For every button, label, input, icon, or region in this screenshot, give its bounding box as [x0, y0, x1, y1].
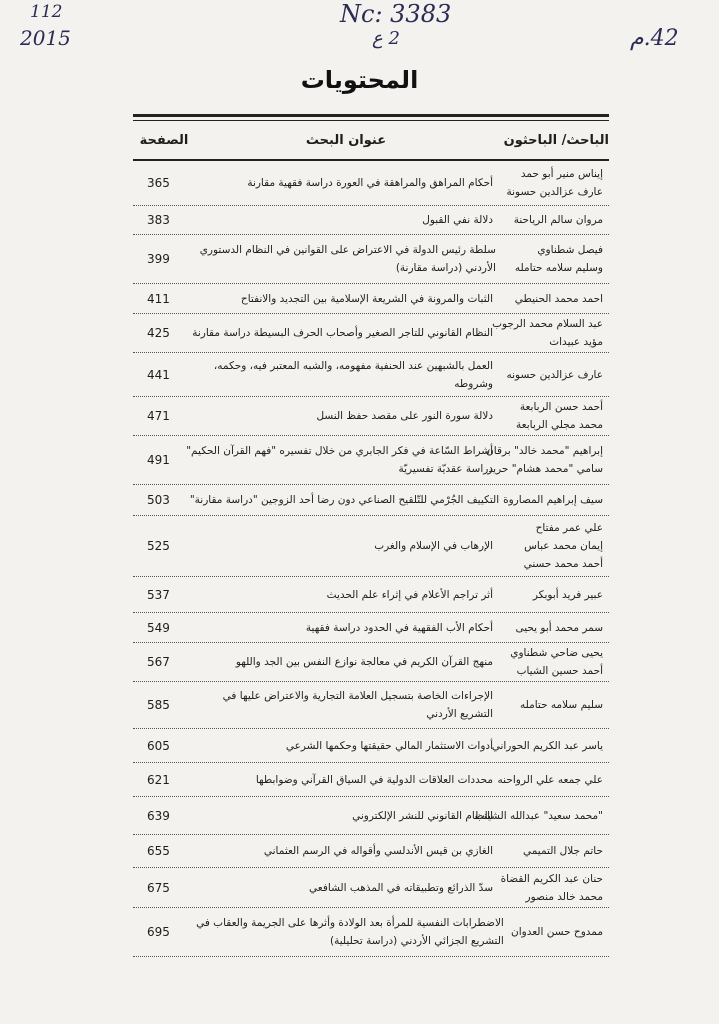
row-authors	[497, 398, 609, 434]
title-line: الاضطرابات النفسية للمرأة بعد الولادة وأثرها على الجريمة والعقاب في	[196, 917, 504, 929]
row-authors	[508, 923, 609, 941]
handwritten-volume: 2 ع	[372, 28, 400, 49]
row-authors	[497, 696, 609, 714]
header-title: عنوان البحث	[305, 132, 387, 148]
table-row	[133, 485, 609, 516]
row-title	[195, 211, 497, 229]
table-row	[133, 206, 609, 235]
title-line: الثبات والمرونة في الشريعة الإسلامية بين التجديد والانفتاح	[240, 292, 493, 305]
row-page-number: 605	[147, 738, 170, 753]
row-authors	[486, 442, 609, 478]
row-page-number: 549	[147, 620, 170, 635]
author-name: مؤيد عبيدات	[549, 336, 603, 348]
table-row	[133, 682, 609, 729]
row-title	[186, 324, 497, 342]
table-row	[133, 516, 609, 577]
title-line: الأردني (دراسة مقارنة)	[395, 262, 496, 274]
author-name: أحمد حسين الشياب	[516, 665, 603, 677]
row-page-number: 425	[147, 326, 170, 340]
title-line: العمل بالشبهين عند الحنفية مفهومه، والشبه المعتبر فيه، وحكمه،	[213, 359, 493, 372]
row-title	[195, 771, 497, 789]
title-line: النظام القانوني للتاجر الصغير وأصحاب الحرف البسيطة دراسة مقارنة	[192, 327, 493, 339]
row-page-number: 365	[147, 176, 170, 190]
row-authors	[503, 491, 609, 509]
header-rule	[133, 114, 609, 117]
title-line: سدّ الذرائع وتطبيقاته في المذهب الشافعي	[309, 881, 493, 894]
table-row	[133, 868, 609, 908]
table-row	[133, 835, 609, 868]
row-page-number: 525	[147, 539, 170, 553]
author-name: احمد محمد الحنيطي	[514, 292, 603, 305]
table-row	[133, 729, 609, 763]
handwritten-call-number: Nc: 3383	[340, 0, 452, 28]
row-page-number: 639	[147, 808, 170, 823]
title-line: محددات العلاقات الدولية في السياق القرآني وضوابطها	[255, 773, 493, 786]
title-line: أحكام الأب الفقهية في الحدود دراسة فقهية	[305, 621, 493, 634]
table-row	[133, 235, 609, 284]
author-name: ياسر عبد الكريم الحوراني	[491, 739, 603, 752]
table-row	[133, 284, 609, 314]
table-row	[133, 613, 609, 643]
title-line: سلطة رئيس الدولة في الاعتراض على القوانين في النظام الدستوري	[199, 244, 496, 256]
row-page-number: 585	[147, 698, 170, 712]
title-line: الغازي بن قيس الأندلسي وأقواله في الرسم العثماني	[263, 845, 493, 857]
table-row	[133, 314, 609, 353]
row-title	[195, 407, 497, 425]
row-authors	[497, 211, 609, 229]
table-row	[133, 577, 609, 613]
table-row	[133, 397, 609, 436]
row-page-number: 567	[147, 655, 170, 669]
row-authors	[474, 807, 609, 825]
title-line: التشريع الجزائي الأردني (دراسة تحليلية)	[330, 935, 504, 947]
table-row	[133, 436, 609, 485]
row-page-number: 383	[147, 213, 170, 227]
row-authors	[500, 241, 609, 277]
row-authors	[492, 315, 609, 351]
title-line: أدوات الاستثمار المالي حقيقتها وحكمها الشرعي	[285, 739, 493, 752]
title-line: دلالة سورة النور على مقصد حفظ النسل	[316, 410, 493, 422]
header-author: الباحث/ الباحثون	[503, 132, 609, 148]
author-name: عارف عزالدين حسونه	[506, 368, 603, 381]
row-authors	[497, 644, 609, 680]
header-page: الصفحة	[139, 132, 189, 148]
author-name: محمد مجلي الربابعة	[516, 419, 603, 431]
title-line: أشراط السّاعة في فكر الجابري من خلال تفسيره "فهم القرآن الحكيم"	[186, 445, 493, 457]
row-page-number: 399	[147, 252, 170, 266]
title-line: أحكام المراهق والمراهقة في العورة دراسة فقهية مقارنة	[247, 177, 493, 189]
row-title	[195, 174, 497, 192]
row-page-number: 503	[147, 493, 170, 507]
row-title	[180, 442, 497, 478]
title-line: التكييف الجُرْمي للتّلقيح الصناعي دون رضا أحد الزوجين "دراسة مقارنة"	[189, 494, 500, 506]
title-line: التشريع الأردني	[426, 708, 493, 720]
author-name: عارف عزالدين حسونة	[506, 186, 603, 198]
table-row	[133, 353, 609, 397]
row-page-number: 537	[147, 587, 170, 602]
author-name: "محمد سعيد" عبدالله الشياب	[474, 809, 603, 822]
row-title	[190, 914, 508, 950]
row-title	[195, 537, 497, 555]
title-line: أثر تراجم الأعلام في إثراء علم الحديث	[326, 588, 493, 601]
row-authors	[497, 842, 609, 860]
author-name: سليم سلامه حتامله	[519, 699, 603, 711]
author-name: سيف إبراهيم المصاروة	[503, 494, 603, 506]
author-name: سامي "محمد هشام" حريز	[487, 463, 603, 475]
row-title	[195, 737, 497, 755]
table-body	[133, 161, 609, 957]
row-page-number: 655	[147, 844, 170, 858]
author-name: حاتم جلال التميمي	[522, 845, 603, 857]
row-page-number: 621	[147, 772, 170, 787]
author-name: إيناس منير أبو حمد	[520, 168, 603, 180]
row-title	[195, 357, 497, 393]
row-title	[195, 290, 497, 308]
row-title	[195, 653, 497, 671]
table-row	[133, 797, 609, 835]
author-name: أحمد محمد حسني	[523, 558, 603, 570]
author-name: علي عمر مفتاح	[535, 522, 603, 534]
author-name: سمر محمد أبو يحيى	[515, 621, 603, 634]
author-name: محمد خالد منصور	[525, 890, 603, 903]
row-authors	[497, 165, 609, 201]
page-title: المحتويات	[300, 66, 419, 94]
handwritten-issue: 42.م	[630, 26, 679, 51]
row-authors	[497, 586, 609, 604]
row-title	[195, 619, 497, 637]
table-row	[133, 643, 609, 682]
row-authors	[497, 366, 609, 384]
row-page-number: 695	[147, 925, 170, 939]
author-name: ممدوح حسن العدوان	[511, 926, 603, 938]
row-authors	[497, 290, 609, 308]
row-title	[195, 842, 497, 860]
row-title	[195, 687, 497, 723]
title-line: الإرهاب في الإسلام والغرب	[374, 540, 493, 552]
title-line: دلالة نفي القبول	[422, 214, 493, 226]
row-page-number: 411	[147, 291, 170, 306]
table-header	[133, 121, 609, 161]
author-name: فيصل شطناوي	[537, 244, 603, 256]
handwritten-year: 2015	[20, 26, 71, 50]
author-name: وسليم سلامه حتامله	[514, 262, 603, 274]
author-name: إيمان محمد عباس	[524, 540, 603, 552]
row-authors	[497, 771, 609, 789]
row-title	[194, 241, 500, 277]
author-name: علي جمعه علي الرواحنه	[497, 773, 603, 786]
contents-table	[133, 114, 609, 957]
handwritten-note: 112	[30, 2, 63, 22]
table-row	[133, 908, 609, 957]
author-name: مروان سالم الرياحنة	[513, 214, 603, 226]
row-title	[184, 491, 503, 509]
row-authors	[497, 619, 609, 637]
row-title	[195, 586, 497, 604]
author-name: أحمد حسن الربابعة	[519, 401, 603, 413]
row-authors	[491, 737, 609, 755]
row-page-number: 491	[147, 453, 170, 467]
row-authors	[497, 519, 609, 573]
title-line: وشروطه	[454, 377, 493, 390]
table-row	[133, 763, 609, 797]
author-name: يحيى ضاحي شطناوي	[510, 647, 603, 659]
author-name: عبير فريد أبوبكر	[532, 588, 603, 601]
row-title	[195, 879, 497, 897]
author-name: حنان عبد الكريم القضاة	[500, 872, 603, 885]
author-name: إبراهيم "محمد خالد" برقان	[486, 445, 603, 457]
title-line: النظام القانوني للنشر الإلكتروني	[352, 809, 493, 822]
title-line: منهج القرآن الكريم في معالجة نوازع النفس بين الجد واللهو	[235, 656, 493, 668]
row-title	[195, 807, 497, 825]
author-name: عبد السلام محمد الرجوب	[492, 318, 603, 330]
row-authors	[497, 870, 609, 906]
table-row	[133, 161, 609, 206]
title-line: دراسة عقديّة تفسيريّة	[398, 463, 493, 475]
row-page-number: 675	[147, 880, 170, 895]
title-line: الإجراءات الخاصة بتسجيل العلامة التجارية والاعتراض عليها في	[222, 690, 493, 702]
row-page-number: 471	[147, 409, 170, 423]
row-page-number: 441	[147, 367, 170, 382]
